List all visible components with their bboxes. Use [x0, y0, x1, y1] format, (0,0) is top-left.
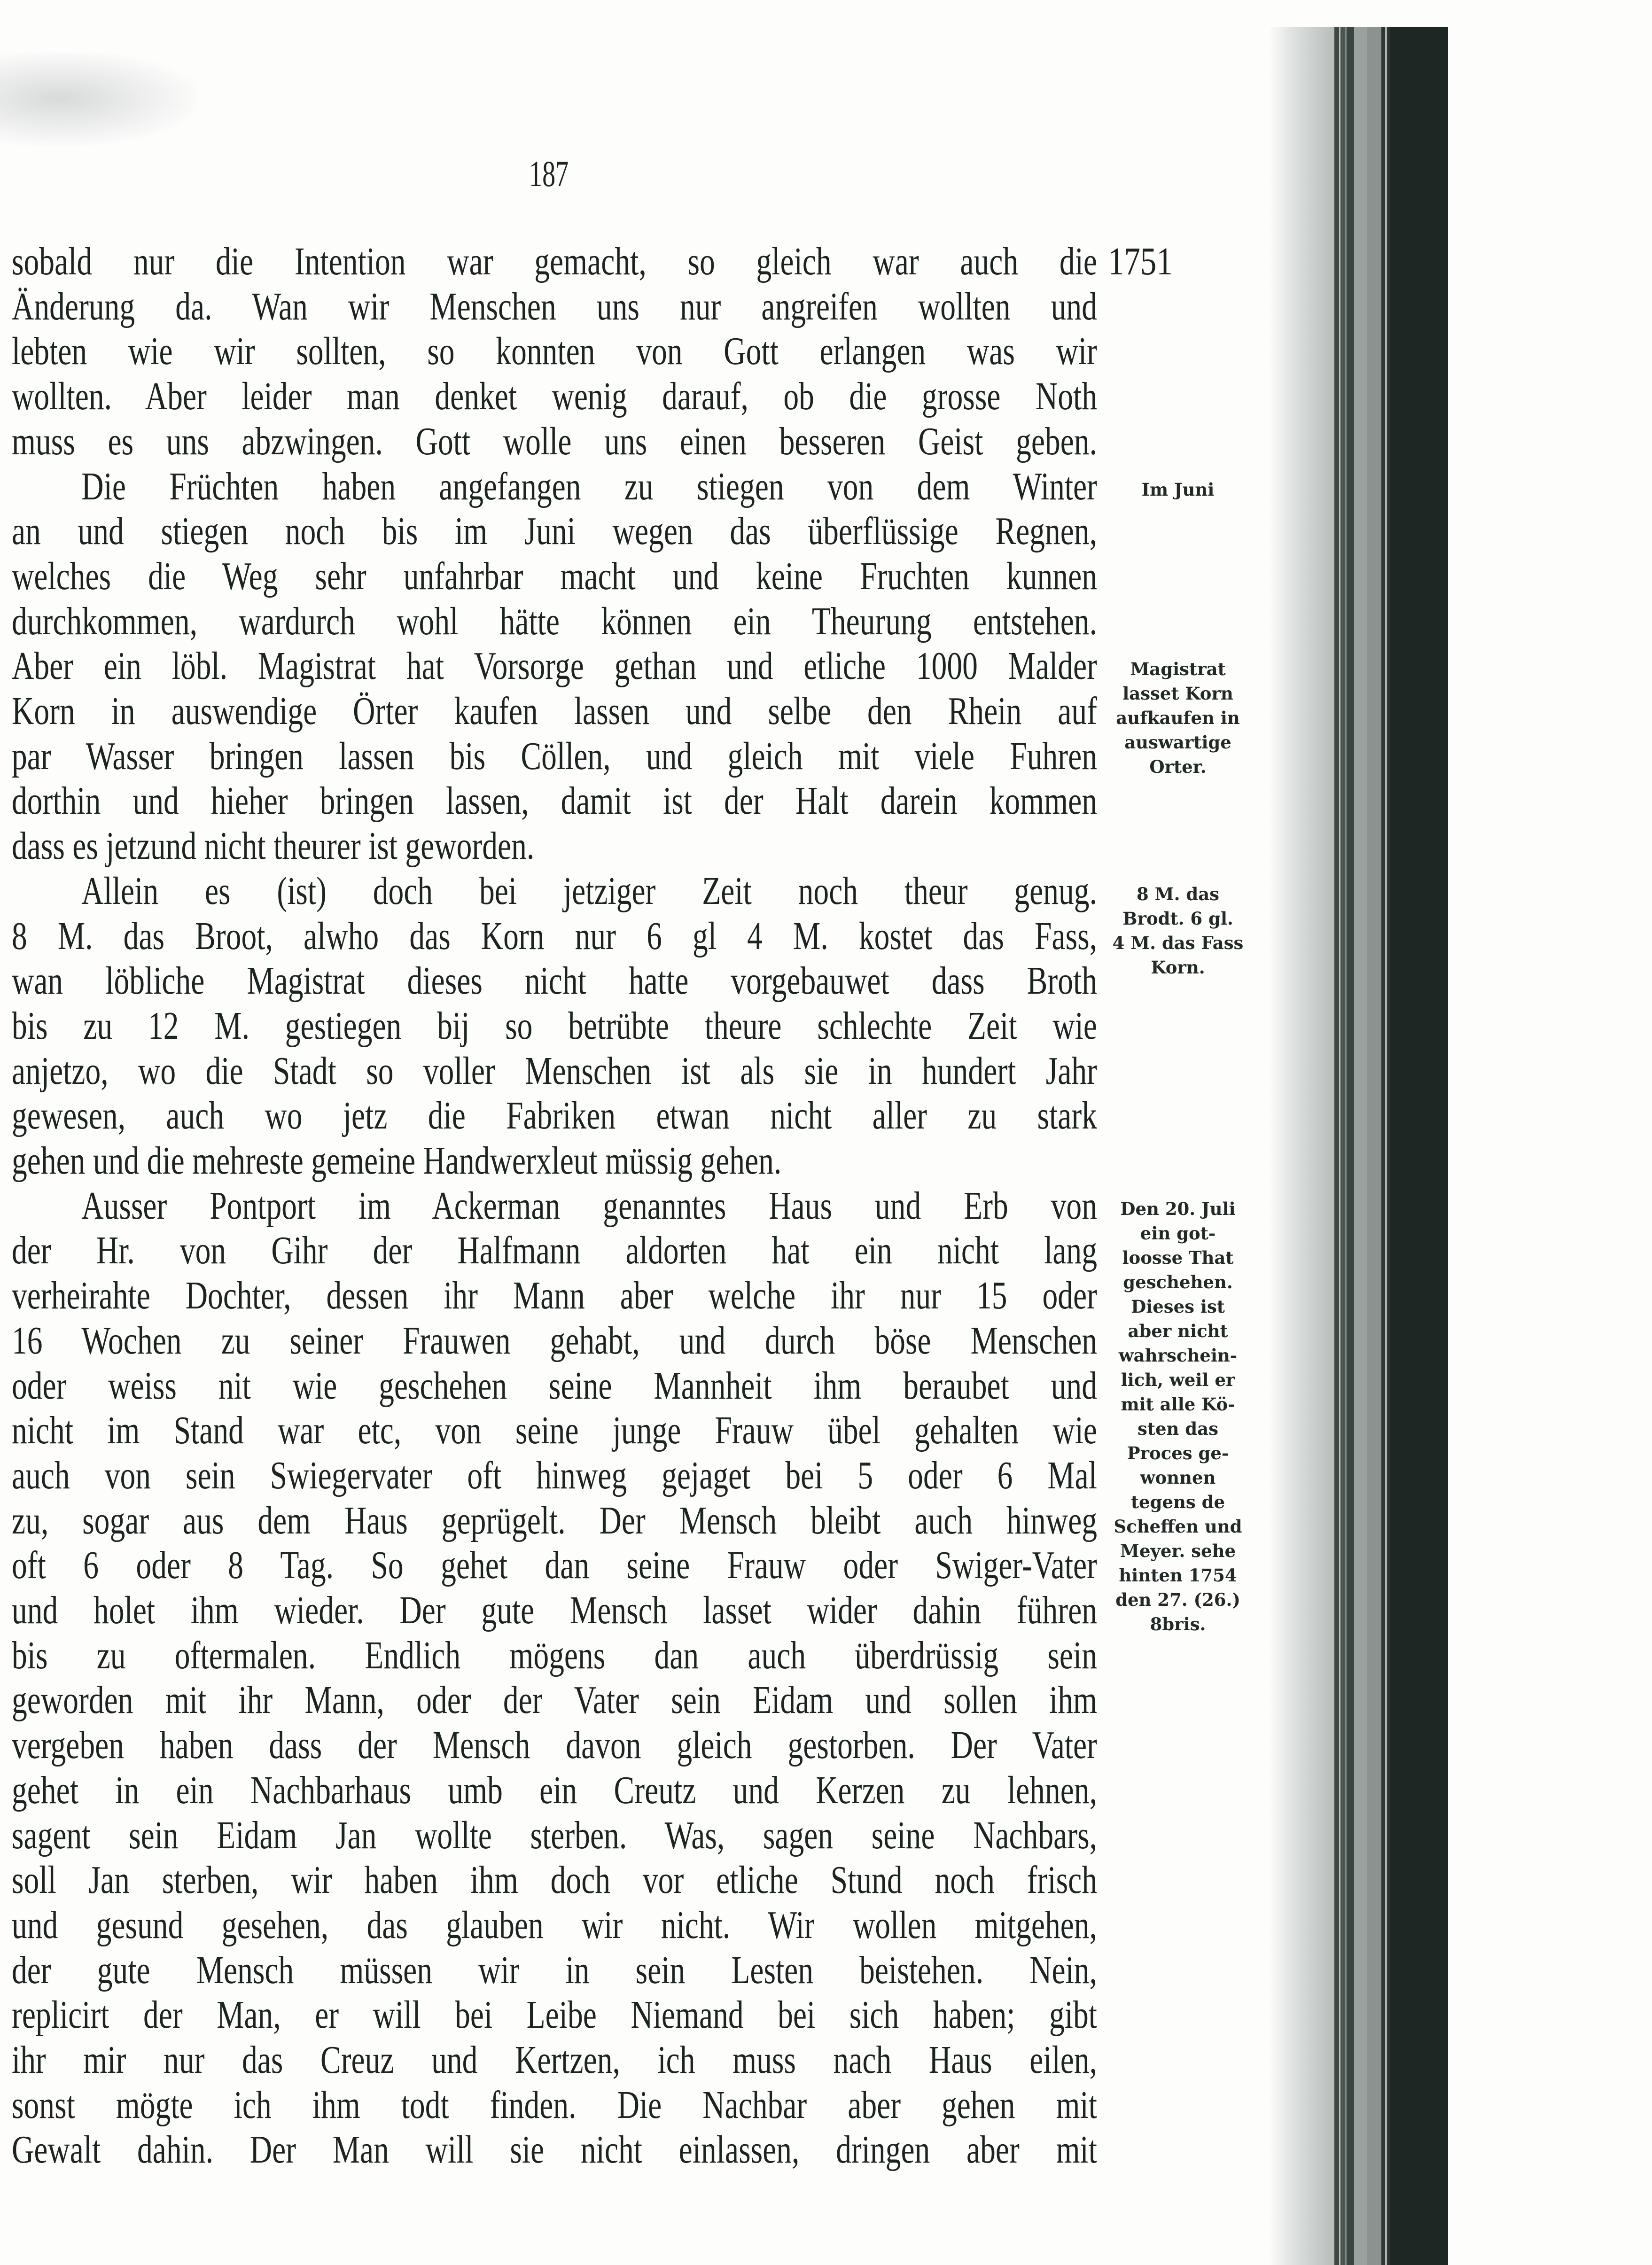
body-line: Gewalt dahin. Der Man will sie nicht einlassen, dringen aber mit	[12, 2128, 1097, 2172]
body-line: Aber ein löbl. Magistrat hat Vorsorge gethan und etliche 1000 Malder	[12, 644, 1097, 688]
body-line: oder weiss nit wie geschehen seine Mannheit ihm beraubet und	[12, 1363, 1097, 1408]
margin-note-line: mit alle Kö-	[1121, 1393, 1235, 1415]
body-line: bis zu 12 M. gestiegen bij so betrübte theure schlechte Zeit wie	[12, 1004, 1097, 1048]
book-spine-edges	[1334, 27, 1390, 2265]
body-line: Die Früchten haben angefangen zu stiegen von dem Winter	[81, 464, 1097, 508]
body-line: gewesen, auch wo jetz die Fabriken etwan nicht aller zu stark	[12, 1094, 1097, 1138]
body-line: wollten. Aber leider man denket wenig darauf, ob die grosse Noth	[12, 374, 1097, 419]
margin-note-line: Brodt. 6 gl.	[1122, 908, 1233, 929]
margin-note-line: 8bris.	[1150, 1613, 1206, 1635]
body-line: welches die Weg sehr unfahrbar macht und keine Fruchten kunnen	[12, 554, 1097, 598]
body-line: muss es uns abzwingen. Gott wolle uns einen besseren Geist geben.	[12, 419, 1097, 463]
margin-note-line: Im Juni	[1141, 479, 1215, 500]
body-line: replicirt der Man, er will bei Leibe Niemand bei sich haben; gibt	[12, 1993, 1097, 2037]
book-cover-edge	[1390, 27, 1448, 2265]
body-line: auch von sein Swiegervater oft hinweg gejaget bei 5 oder 6 Mal	[12, 1453, 1097, 1497]
body-line: wan löbliche Magistrat dieses nicht hatte vorgebauwet dass Broth	[12, 959, 1097, 1003]
margin-note	[1100, 882, 1255, 980]
margin-note-line: aufkaufen in	[1116, 708, 1240, 729]
body-line: sonst mögte ich ihm todt finden. Die Nachbar aber gehen mit	[12, 2083, 1097, 2127]
body-line: gehen und die mehreste gemeine Handwerxleut müssig gehen.	[12, 1139, 782, 1183]
body-line: Änderung da. Wan wir Menschen uns nur angreifen wollten und	[12, 284, 1097, 328]
body-line: an und stiegen noch bis im Juni wegen das überflüssige Regnen,	[12, 509, 1097, 553]
margin-note-line: tegens de	[1130, 1491, 1225, 1512]
margin-note-line: lich, weil er	[1121, 1369, 1235, 1390]
body-line: sobald nur die Intention war gemacht, so gleich war auch die	[12, 240, 1097, 283]
margin-note-line: sten das	[1138, 1418, 1218, 1439]
body-line: und holet ihm wieder. Der gute Mensch lasset wider dahin führen	[12, 1588, 1097, 1632]
margin-note-line: lasset Korn	[1122, 683, 1233, 704]
margin-note-line: Orter.	[1149, 756, 1207, 778]
body-line: 16 Wochen zu seiner Frauwen gehabt, und durch böse Menschen	[12, 1318, 1097, 1362]
body-line: zu, sogar aus dem Haus geprügelt. Der Mensch bleibt auch hinweg	[12, 1498, 1097, 1542]
body-line: anjetzo, wo die Stadt so voller Menschen ist als sie in hundert Jahr	[12, 1049, 1097, 1093]
margin-note-line: hinten 1754	[1119, 1564, 1237, 1586]
body-line: sagent sein Eidam Jan wollte sterben. Was, sagen seine Nachbars,	[12, 1813, 1097, 1857]
margin-note-line: loosse That	[1122, 1247, 1234, 1268]
body-line: oft 6 oder 8 Tag. So gehet dan seine Frauw oder Swiger-Vater	[12, 1543, 1097, 1588]
body-line: der Hr. von Gihr der Halfmann aldorten hat ein nicht lang	[12, 1229, 1097, 1273]
margin-note	[1100, 657, 1255, 779]
margin-note-line: 4 M. das Fass	[1112, 932, 1244, 953]
body-line: Korn in auswendige Örter kaufen lassen und selbe den Rhein auf	[12, 689, 1097, 733]
body-line: lebten wie wir sollten, so konnten von Gott erlangen was wir	[12, 329, 1097, 374]
body-line: nicht im Stand war etc, von seine junge Frauw übel gehalten wie	[12, 1409, 1097, 1453]
year-marker: 1751	[1108, 240, 1173, 283]
body-line: durchkommen, wardurch wohl hätte können ein Theurung entstehen.	[12, 599, 1097, 643]
margin-note	[1100, 1197, 1255, 1636]
body-line: vergeben haben dass der Mensch davon gleich gestorben. Der Vater	[12, 1723, 1097, 1767]
margin-note-line: Scheffen und	[1114, 1516, 1242, 1537]
margin-note-line: Magistrat	[1130, 659, 1226, 680]
scan-smudge	[0, 52, 197, 146]
body-line: Allein es (ist) doch bei jetziger Zeit noch theur genug.	[81, 869, 1097, 913]
margin-note-line: Proces ge-	[1127, 1442, 1229, 1463]
margin-note-line: 8 M. das	[1136, 883, 1220, 904]
body-line: dass es jetzund nicht theurer ist geworden.	[12, 824, 535, 868]
body-line: und gesund gesehen, das glauben wir nicht. Wir wollen mitgehen,	[12, 1903, 1097, 1947]
margin-note-line: ein got-	[1140, 1222, 1216, 1244]
page-number: 187	[529, 153, 569, 194]
body-line: dorthin und hieher bringen lassen, damit ist der Halt darein kommen	[12, 779, 1097, 823]
body-line: gehet in ein Nachbarhaus umb ein Creutz und Kerzen zu lehnen,	[12, 1768, 1097, 1812]
margin-note-line: Dieses ist	[1131, 1296, 1225, 1317]
margin-note	[1100, 477, 1255, 502]
margin-note-line: wonnen	[1140, 1467, 1216, 1488]
body-line: bis zu oftermalen. Endlich mögens dan auch überdrüssig sein	[12, 1633, 1097, 1677]
page-edge-shadow	[1269, 27, 1335, 2265]
margin-note-line: Den 20. Juli	[1120, 1198, 1236, 1219]
body-line: par Wasser bringen lassen bis Cöllen, und gleich mit viele Fuhren	[12, 734, 1097, 778]
margin-note-line: Korn.	[1151, 957, 1205, 978]
body-line: soll Jan sterben, wir haben ihm doch vor etliche Stund noch frisch	[12, 1858, 1097, 1902]
body-line: ihr mir nur das Creuz und Kertzen, ich muss nach Haus eilen,	[12, 2038, 1097, 2082]
margin-note-line: den 27. (26.)	[1115, 1589, 1240, 1610]
margin-note-line: geschehen.	[1123, 1271, 1233, 1292]
margin-note-line: wahrschein-	[1118, 1345, 1238, 1366]
body-line: Ausser Pontport im Ackerman genanntes Haus und Erb von	[81, 1183, 1097, 1228]
body-line: verheirahte Dochter, dessen ihr Mann aber welche ihr nur 15 oder	[12, 1274, 1097, 1318]
body-line: 8 M. das Broot, alwho das Korn nur 6 gl 4 M. kostet das Fass,	[12, 914, 1097, 958]
margin-note-line: auswartige	[1124, 732, 1231, 753]
margin-note-line: aber nicht	[1128, 1320, 1228, 1341]
margin-note-line: Meyer. sehe	[1120, 1540, 1236, 1561]
body-line: der gute Mensch müssen wir in sein Lesten beistehen. Nein,	[12, 1948, 1097, 1992]
body-line: geworden mit ihr Mann, oder der Vater sein Eidam und sollen ihm	[12, 1678, 1097, 1722]
